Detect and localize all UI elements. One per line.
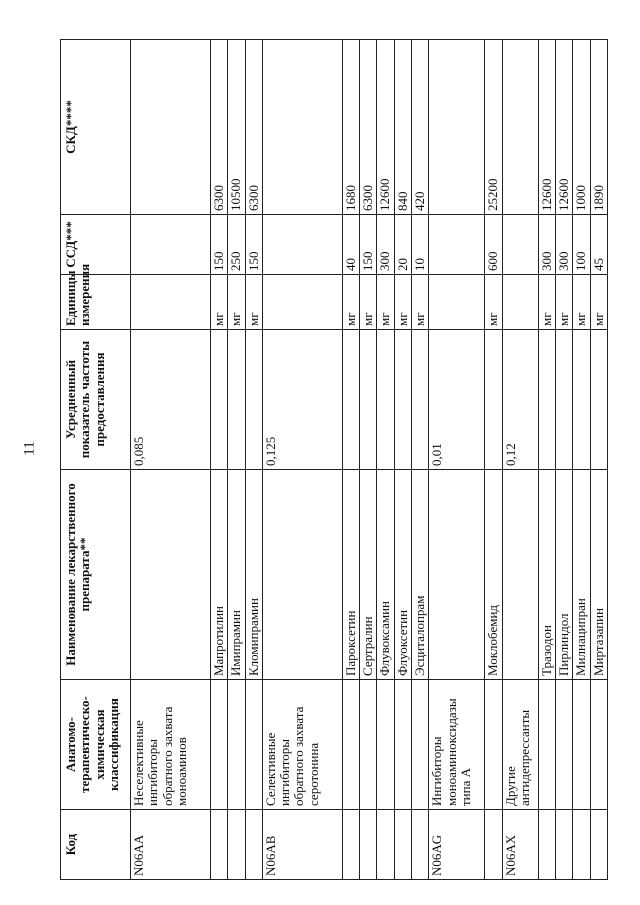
table-row-group (429, 40, 485, 880)
cell-unit: мг (360, 275, 377, 330)
table-row (342, 40, 359, 880)
table-row (360, 40, 377, 880)
cell-drug: Эсциталопрам (412, 470, 429, 680)
cell-skd: 1890 (590, 40, 607, 215)
cell-unit: мг (573, 275, 590, 330)
cell-drug: Флувоксамин (377, 470, 394, 680)
header-skd: СКД**** (61, 40, 131, 215)
cell-drug: Миртазапин (590, 470, 607, 680)
cell-code: N06AX (502, 810, 538, 880)
table-row (538, 40, 555, 880)
cell-ssd: 600 (485, 215, 502, 275)
cell-freq: 0,125 (262, 330, 342, 470)
cell-atc: Селективные ингибиторы обратного захвата серотонина (262, 680, 342, 810)
cell-skd: 1680 (342, 40, 359, 215)
table-row (228, 40, 245, 880)
cell-atc: Другие антидепрессанты (502, 680, 538, 810)
cell-code: N06AA (131, 810, 211, 880)
cell-ssd: 10 (412, 215, 429, 275)
header-drug: Наименование лекарственного препарата** (61, 470, 131, 680)
cell-code: N06AB (262, 810, 342, 880)
cell-unit: мг (211, 275, 228, 330)
cell-skd (131, 40, 211, 215)
cell-unit: мг (538, 275, 555, 330)
cell-drug: Пароксетин (342, 470, 359, 680)
cell-freq: 0,12 (502, 330, 538, 470)
header-unit: Единицы измерения (61, 275, 131, 330)
cell-unit: мг (412, 275, 429, 330)
table-row (590, 40, 607, 880)
cell-skd: 12600 (377, 40, 394, 215)
page-number: 11 (21, 441, 38, 456)
cell-unit: мг (485, 275, 502, 330)
cell-drug: Кломипрамин (245, 470, 262, 680)
table-row-group (131, 40, 211, 880)
cell-ssd: 300 (538, 215, 555, 275)
header-freq: Усредненный показатель частоты предоставления (61, 330, 131, 470)
table-row (573, 40, 590, 880)
cell-atc: Неселективные ингибиторы обратного захвата моноаминов (131, 680, 211, 810)
cell-atc: Ингибиторы моноаминоксидазы типа А (429, 680, 485, 810)
cell-drug (131, 470, 211, 680)
cell-drug: Мапротилин (211, 470, 228, 680)
header-row (61, 40, 131, 880)
table-row (555, 40, 572, 880)
header-code: Код (61, 810, 131, 880)
drug-table (60, 39, 608, 880)
table-row-group (502, 40, 538, 880)
cell-unit: мг (245, 275, 262, 330)
cell-drug: Сертралин (360, 470, 377, 680)
cell-ssd: 150 (245, 215, 262, 275)
cell-unit: мг (555, 275, 572, 330)
cell-ssd: 20 (394, 215, 411, 275)
cell-drug: Имипрамин (228, 470, 245, 680)
cell-freq: 0,085 (131, 330, 211, 470)
cell-unit (131, 275, 211, 330)
cell-unit: мг (590, 275, 607, 330)
cell-unit: мг (228, 275, 245, 330)
cell-ssd: 100 (573, 215, 590, 275)
cell-ssd: 300 (555, 215, 572, 275)
table-row (377, 40, 394, 880)
cell-drug (262, 470, 342, 680)
cell-skd: 12600 (555, 40, 572, 215)
table-row (412, 40, 429, 880)
cell-skd: 6300 (245, 40, 262, 215)
cell-drug: Тразодон (538, 470, 555, 680)
table-row-group (262, 40, 342, 880)
cell-unit: мг (394, 275, 411, 330)
cell-ssd: 40 (342, 215, 359, 275)
table-row (211, 40, 228, 880)
cell-skd: 1000 (573, 40, 590, 215)
table-row (394, 40, 411, 880)
cell-ssd: 150 (360, 215, 377, 275)
cell-skd: 25200 (485, 40, 502, 215)
header-atc: Анатомо-терапевтическо-химическая классификация (61, 680, 131, 810)
cell-code: N06AG (429, 810, 485, 880)
cell-unit: мг (342, 275, 359, 330)
table-row (485, 40, 502, 880)
cell-ssd: 150 (211, 215, 228, 275)
cell-drug: Моклобемид (485, 470, 502, 680)
cell-drug: Флуоксетин (394, 470, 411, 680)
cell-unit: мг (377, 275, 394, 330)
cell-skd: 420 (412, 40, 429, 215)
cell-ssd: 300 (377, 215, 394, 275)
cell-ssd (131, 215, 211, 275)
rotated-table-wrapper (60, 40, 606, 880)
cell-skd: 6300 (211, 40, 228, 215)
cell-skd: 6300 (360, 40, 377, 215)
cell-skd: 12600 (538, 40, 555, 215)
cell-skd: 840 (394, 40, 411, 215)
cell-freq: 0,01 (429, 330, 485, 470)
cell-drug: Пирлиндол (555, 470, 572, 680)
cell-ssd: 45 (590, 215, 607, 275)
cell-drug: Милнаципран (573, 470, 590, 680)
table-row (245, 40, 262, 880)
cell-skd: 10500 (228, 40, 245, 215)
header-ssd: ССД*** (61, 215, 131, 275)
cell-ssd: 250 (228, 215, 245, 275)
